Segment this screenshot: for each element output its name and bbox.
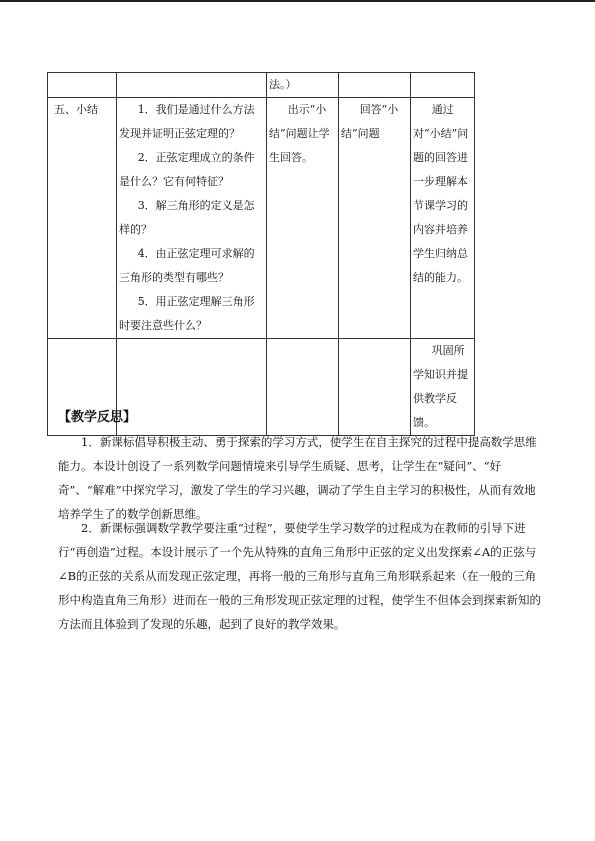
cell-empty xyxy=(117,339,267,436)
question-item: 2．正弦定理成立的条件是什么？它有何特征？ xyxy=(119,151,255,188)
cell-teacher-continued: 法。） xyxy=(267,73,339,98)
lesson-plan-table xyxy=(47,72,475,436)
reflection-paragraph-1: 1．新课标倡导积极主动、勇于探索的学习方式，使学生在自主探究的过程中提高数学思维能力。本设计创设了一系列数学问题情境来引导学生质疑、思考，让学生在“疑问”、“好奇”、“解难”中探究学习，激发了学生的学习兴趣，调动了学生自主学习的积极性，从而有效地培养学生了的数学创新思维。 xyxy=(58,435,537,521)
reflection-heading: 【教学反思】 xyxy=(58,410,137,425)
design-intent: 通过对“小结”问题的回答进一步理解本节课学习的内容并培养学生归纳总结的能力。 xyxy=(411,98,475,339)
reflection-paragraph-2: 2．新课标强调数学教学要注重“过程”，要使学生学习数学的过程成为在教师的引导下进行“再创造”过程。本设计展示了一个先从特殊的直角三角形中正弦的定义出发探索∠A的正弦与∠B的正弦的关系从而发现正弦定理，再将一般的三角形与直角三角形联系起来（在一般的三角形中构造直角三角形）进而在一般的三角形发现正弦定理的过程，使学生不但体会到探索新知的方法而且体验到了发现的乐趣，起到了良好的教学效果。 xyxy=(58,521,541,631)
cell-empty xyxy=(411,73,475,98)
table-row-continued xyxy=(48,73,475,98)
cell-empty xyxy=(117,73,267,98)
design-intent-feedback: 巩固所学知识并提供教学反馈。 xyxy=(411,339,475,436)
cell-empty xyxy=(48,73,117,98)
cell-empty xyxy=(339,73,411,98)
cell-empty xyxy=(339,339,411,436)
question-item: 1．我们是通过什么方法发现并证明正弦定理的？ xyxy=(119,103,255,140)
table-row-summary xyxy=(48,98,475,339)
teacher-activity: 出示“小结”问题让学生回答。 xyxy=(267,98,339,339)
page-top-rule xyxy=(0,0,595,2)
stage-label: 五、小结 xyxy=(48,98,117,339)
question-item: 4．由正弦定理可求解的三角形的类型有哪些？ xyxy=(119,247,255,284)
question-item: 5．用正弦定理解三角形时要注意些什么？ xyxy=(119,295,255,332)
student-activity: 回答“小结”问题 xyxy=(339,98,411,339)
cell-empty xyxy=(267,339,339,436)
question-item: 3．解三角形的定义是怎样的？ xyxy=(119,199,255,236)
summary-questions xyxy=(117,98,267,339)
